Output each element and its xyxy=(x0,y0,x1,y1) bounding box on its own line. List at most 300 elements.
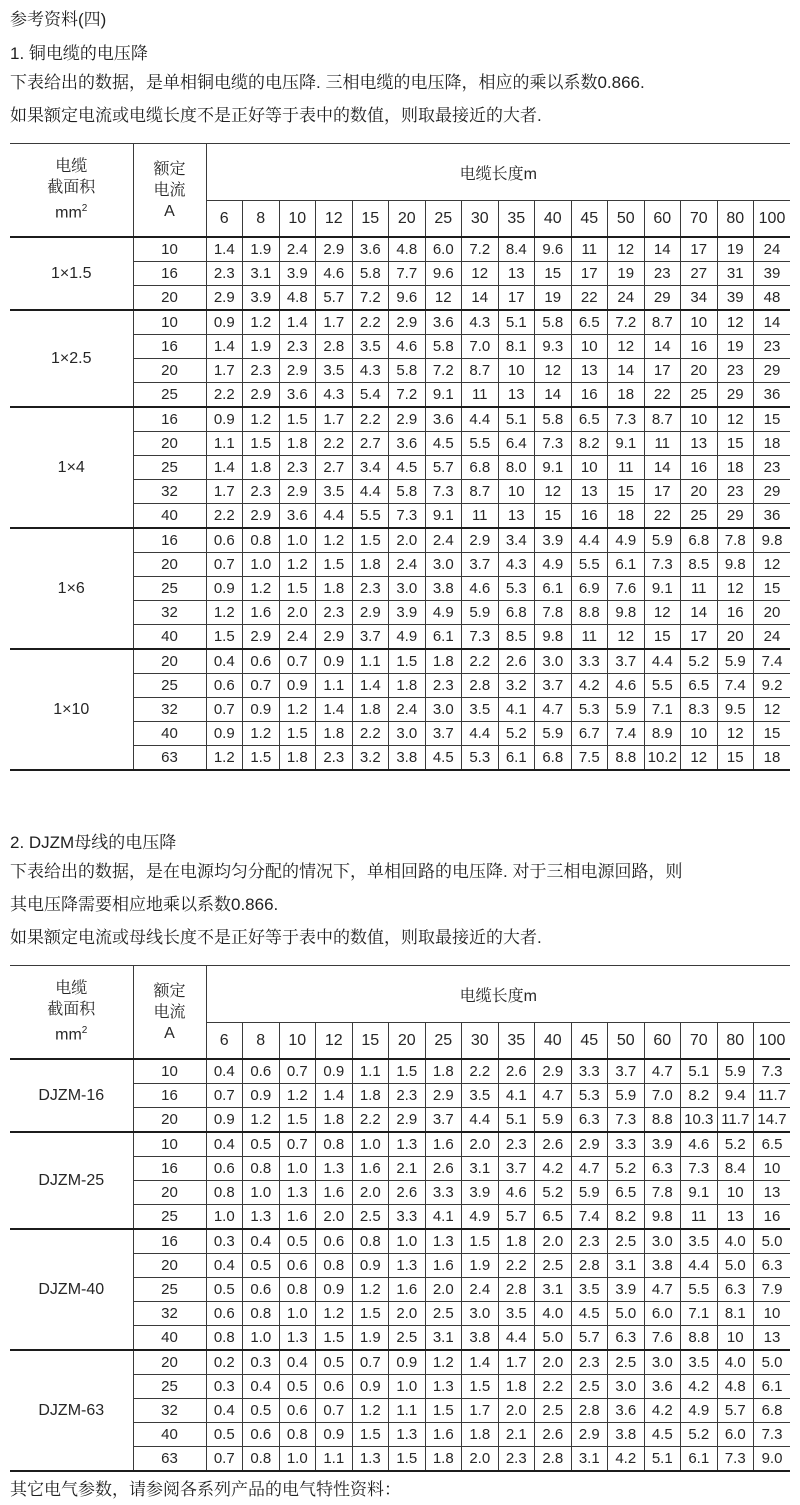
voltage-drop-cell: 11.7 xyxy=(717,1108,754,1133)
voltage-drop-cell: 0.6 xyxy=(206,674,243,698)
voltage-drop-cell: 0.8 xyxy=(206,1181,243,1205)
voltage-drop-cell: 1.3 xyxy=(243,1205,280,1230)
voltage-drop-cell: 2.9 xyxy=(316,625,353,650)
voltage-drop-cell: 1.2 xyxy=(279,553,316,577)
voltage-drop-cell: 8.7 xyxy=(462,359,499,383)
voltage-drop-cell: 2.0 xyxy=(389,528,426,553)
voltage-drop-cell: 6.5 xyxy=(681,674,718,698)
voltage-drop-cell: 1.2 xyxy=(243,407,280,432)
voltage-drop-cell: 2.9 xyxy=(279,359,316,383)
voltage-drop-cell: 2.2 xyxy=(535,1375,572,1399)
voltage-drop-cell: 3.4 xyxy=(352,456,389,480)
voltage-drop-cell: 7.1 xyxy=(681,1302,718,1326)
voltage-drop-cell: 6.3 xyxy=(608,1326,645,1351)
voltage-drop-cell: 3.0 xyxy=(535,649,572,674)
voltage-drop-cell: 3.2 xyxy=(498,674,535,698)
voltage-drop-cell: 3.5 xyxy=(352,335,389,359)
voltage-drop-cell: 5.3 xyxy=(571,698,608,722)
rated-current-cell: 16 xyxy=(133,262,206,286)
copper-cable-voltage-drop-table xyxy=(10,143,790,771)
voltage-drop-cell: 3.1 xyxy=(243,262,280,286)
voltage-drop-cell: 12 xyxy=(462,262,499,286)
djzm-busbar-voltage-drop-table xyxy=(10,965,790,1472)
voltage-drop-cell: 1.6 xyxy=(425,1132,462,1157)
voltage-drop-cell: 1.7 xyxy=(462,1399,499,1423)
voltage-drop-cell: 3.1 xyxy=(571,1447,608,1472)
voltage-drop-cell: 2.0 xyxy=(425,1278,462,1302)
voltage-drop-cell: 4.8 xyxy=(279,286,316,311)
voltage-drop-cell: 1.9 xyxy=(462,1254,499,1278)
voltage-drop-cell: 1.8 xyxy=(352,1084,389,1108)
voltage-drop-cell: 0.8 xyxy=(316,1254,353,1278)
voltage-drop-cell: 2.8 xyxy=(316,335,353,359)
voltage-drop-cell: 5.7 xyxy=(425,456,462,480)
voltage-drop-cell: 2.3 xyxy=(498,1132,535,1157)
voltage-drop-cell: 25 xyxy=(681,504,718,529)
voltage-drop-cell: 1.9 xyxy=(243,335,280,359)
voltage-drop-cell: 36 xyxy=(754,383,791,408)
voltage-drop-cell: 2.0 xyxy=(535,1229,572,1254)
voltage-drop-cell: 0.5 xyxy=(243,1254,280,1278)
voltage-drop-cell: 1.0 xyxy=(243,1326,280,1351)
voltage-drop-cell: 12 xyxy=(717,577,754,601)
voltage-drop-cell: 5.9 xyxy=(535,1108,572,1133)
voltage-drop-cell: 1.1 xyxy=(352,1059,389,1084)
voltage-drop-cell: 4.8 xyxy=(389,237,426,262)
voltage-drop-cell: 1.8 xyxy=(316,722,353,746)
voltage-drop-cell: 1.4 xyxy=(316,698,353,722)
voltage-drop-cell: 29 xyxy=(717,383,754,408)
group-label: 1×4 xyxy=(10,407,133,528)
length-column-header: 45 xyxy=(571,1023,608,1060)
voltage-drop-cell: 17 xyxy=(498,286,535,311)
voltage-drop-cell: 10 xyxy=(754,1302,791,1326)
voltage-drop-cell: 1.5 xyxy=(316,553,353,577)
voltage-drop-cell: 0.5 xyxy=(206,1423,243,1447)
voltage-drop-cell: 12 xyxy=(717,722,754,746)
voltage-drop-cell: 4.6 xyxy=(608,674,645,698)
voltage-drop-cell: 12 xyxy=(717,407,754,432)
voltage-drop-cell: 11 xyxy=(571,625,608,650)
voltage-drop-cell: 9.1 xyxy=(535,456,572,480)
length-column-header: 8 xyxy=(243,201,280,238)
voltage-drop-cell: 4.4 xyxy=(316,504,353,529)
voltage-drop-cell: 0.9 xyxy=(316,1059,353,1084)
voltage-drop-cell: 15 xyxy=(754,407,791,432)
voltage-drop-cell: 1.2 xyxy=(243,722,280,746)
voltage-drop-cell: 1.5 xyxy=(352,1423,389,1447)
voltage-drop-cell: 3.9 xyxy=(279,262,316,286)
voltage-drop-cell: 23 xyxy=(644,262,681,286)
voltage-drop-cell: 15 xyxy=(535,262,572,286)
voltage-drop-cell: 3.7 xyxy=(608,649,645,674)
voltage-drop-cell: 7.3 xyxy=(681,1157,718,1181)
voltage-drop-cell: 7.1 xyxy=(644,698,681,722)
voltage-drop-cell: 3.1 xyxy=(608,1254,645,1278)
voltage-drop-cell: 3.5 xyxy=(316,480,353,504)
voltage-drop-cell: 3.5 xyxy=(462,1084,499,1108)
voltage-drop-cell: 1.9 xyxy=(243,237,280,262)
voltage-drop-cell: 14 xyxy=(644,456,681,480)
voltage-drop-cell: 0.5 xyxy=(316,1350,353,1375)
rated-current-cell: 20 xyxy=(133,286,206,311)
voltage-drop-cell: 1.5 xyxy=(352,528,389,553)
voltage-drop-cell: 22 xyxy=(644,504,681,529)
voltage-drop-cell: 2.0 xyxy=(498,1399,535,1423)
voltage-drop-cell: 3.1 xyxy=(535,1278,572,1302)
rated-current-cell: 32 xyxy=(133,1302,206,1326)
voltage-drop-cell: 3.0 xyxy=(425,698,462,722)
voltage-drop-cell: 4.4 xyxy=(462,407,499,432)
voltage-drop-cell: 19 xyxy=(535,286,572,311)
voltage-drop-cell: 0.9 xyxy=(316,1423,353,1447)
voltage-drop-cell: 1.8 xyxy=(279,746,316,771)
voltage-drop-cell: 1.0 xyxy=(206,1205,243,1230)
voltage-drop-cell: 3.6 xyxy=(425,310,462,335)
voltage-drop-cell: 3.9 xyxy=(608,1278,645,1302)
voltage-drop-cell: 1.6 xyxy=(352,1157,389,1181)
voltage-drop-cell: 4.0 xyxy=(717,1229,754,1254)
voltage-drop-cell: 1.6 xyxy=(425,1423,462,1447)
voltage-drop-cell: 10 xyxy=(498,480,535,504)
voltage-drop-cell: 1.5 xyxy=(352,1302,389,1326)
voltage-drop-cell: 1.0 xyxy=(279,1302,316,1326)
rated-current-cell: 20 xyxy=(133,432,206,456)
voltage-drop-cell: 15 xyxy=(754,577,791,601)
voltage-drop-cell: 39 xyxy=(717,286,754,311)
voltage-drop-cell: 2.2 xyxy=(206,383,243,408)
voltage-drop-cell: 1.8 xyxy=(352,698,389,722)
voltage-drop-cell: 4.3 xyxy=(316,383,353,408)
voltage-drop-cell: 12 xyxy=(425,286,462,311)
voltage-drop-cell: 2.6 xyxy=(535,1132,572,1157)
voltage-drop-cell: 0.6 xyxy=(279,1399,316,1423)
voltage-drop-cell: 1.8 xyxy=(316,1108,353,1133)
voltage-drop-cell: 5.0 xyxy=(754,1229,791,1254)
voltage-drop-cell: 4.5 xyxy=(425,746,462,771)
voltage-drop-cell: 3.9 xyxy=(644,1132,681,1157)
voltage-drop-cell: 1.6 xyxy=(316,1181,353,1205)
voltage-drop-cell: 1.8 xyxy=(425,649,462,674)
voltage-drop-cell: 1.0 xyxy=(243,553,280,577)
voltage-drop-cell: 7.8 xyxy=(644,1181,681,1205)
voltage-drop-cell: 3.7 xyxy=(425,1108,462,1133)
voltage-drop-cell: 1.4 xyxy=(352,674,389,698)
voltage-drop-cell: 3.3 xyxy=(571,1059,608,1084)
voltage-drop-cell: 2.7 xyxy=(316,456,353,480)
voltage-drop-cell: 7.7 xyxy=(389,262,426,286)
voltage-drop-cell: 7.6 xyxy=(644,1326,681,1351)
voltage-drop-cell: 4.0 xyxy=(535,1302,572,1326)
voltage-drop-cell: 24 xyxy=(754,625,791,650)
voltage-drop-cell: 1.6 xyxy=(243,601,280,625)
voltage-drop-cell: 0.3 xyxy=(243,1350,280,1375)
voltage-drop-cell: 3.8 xyxy=(644,1254,681,1278)
voltage-drop-cell: 16 xyxy=(754,1205,791,1230)
voltage-drop-cell: 4.1 xyxy=(425,1205,462,1230)
rated-current-cell: 25 xyxy=(133,456,206,480)
voltage-drop-cell: 18 xyxy=(608,504,645,529)
voltage-drop-cell: 2.2 xyxy=(462,649,499,674)
voltage-drop-cell: 2.7 xyxy=(352,432,389,456)
group-label: DJZM-25 xyxy=(10,1132,133,1229)
voltage-drop-cell: 2.5 xyxy=(425,1302,462,1326)
voltage-drop-cell: 0.7 xyxy=(206,698,243,722)
voltage-drop-cell: 1.3 xyxy=(389,1254,426,1278)
voltage-drop-cell: 1.2 xyxy=(279,698,316,722)
voltage-drop-cell: 5.2 xyxy=(608,1157,645,1181)
voltage-drop-cell: 10 xyxy=(571,335,608,359)
voltage-drop-cell: 4.5 xyxy=(425,432,462,456)
voltage-drop-cell: 4.3 xyxy=(352,359,389,383)
voltage-drop-cell: 13 xyxy=(754,1326,791,1351)
voltage-drop-cell: 17 xyxy=(681,237,718,262)
voltage-drop-cell: 9.1 xyxy=(681,1181,718,1205)
voltage-drop-cell: 1.6 xyxy=(389,1278,426,1302)
voltage-drop-cell: 0.6 xyxy=(316,1375,353,1399)
voltage-drop-cell: 2.2 xyxy=(316,432,353,456)
voltage-drop-cell: 8.7 xyxy=(462,480,499,504)
voltage-drop-cell: 3.0 xyxy=(425,553,462,577)
rated-current-cell: 32 xyxy=(133,480,206,504)
voltage-drop-cell: 2.9 xyxy=(389,407,426,432)
voltage-drop-cell: 2.3 xyxy=(316,601,353,625)
voltage-drop-cell: 5.3 xyxy=(571,1084,608,1108)
voltage-drop-cell: 0.7 xyxy=(243,674,280,698)
voltage-drop-cell: 5.0 xyxy=(754,1350,791,1375)
voltage-drop-cell: 2.4 xyxy=(279,237,316,262)
length-column-header: 40 xyxy=(535,201,572,238)
voltage-drop-cell: 0.7 xyxy=(206,553,243,577)
voltage-drop-cell: 3.8 xyxy=(389,746,426,771)
voltage-drop-cell: 6.8 xyxy=(462,456,499,480)
voltage-drop-cell: 4.6 xyxy=(462,577,499,601)
voltage-drop-cell: 7.2 xyxy=(608,310,645,335)
voltage-drop-cell: 23 xyxy=(754,335,791,359)
voltage-drop-cell: 12 xyxy=(644,601,681,625)
voltage-drop-cell: 0.7 xyxy=(279,1132,316,1157)
voltage-drop-cell: 3.4 xyxy=(498,528,535,553)
voltage-drop-cell: 2.8 xyxy=(462,674,499,698)
rated-current-cell: 20 xyxy=(133,1181,206,1205)
voltage-drop-cell: 5.3 xyxy=(498,577,535,601)
section-2-heading: 2. DJZM母线的电压降 xyxy=(10,833,177,852)
length-column-header: 35 xyxy=(498,1023,535,1060)
voltage-drop-cell: 2.2 xyxy=(206,504,243,529)
voltage-drop-cell: 8.7 xyxy=(644,310,681,335)
voltage-drop-cell: 4.6 xyxy=(681,1132,718,1157)
voltage-drop-cell: 9.8 xyxy=(754,528,791,553)
voltage-drop-cell: 14 xyxy=(681,601,718,625)
voltage-drop-cell: 19 xyxy=(717,335,754,359)
voltage-drop-cell: 3.6 xyxy=(352,237,389,262)
section-2-paragraph-line: 如果额定电流或母线长度不是正好等于表中的数值，则取最接近的大者. xyxy=(10,928,542,947)
voltage-drop-cell: 5.1 xyxy=(498,407,535,432)
voltage-drop-cell: 7.4 xyxy=(571,1205,608,1230)
voltage-drop-cell: 5.9 xyxy=(571,1181,608,1205)
voltage-drop-cell: 8.5 xyxy=(681,553,718,577)
voltage-drop-cell: 5.3 xyxy=(462,746,499,771)
voltage-drop-cell: 1.8 xyxy=(389,674,426,698)
voltage-drop-cell: 4.2 xyxy=(608,1447,645,1472)
voltage-drop-cell: 5.9 xyxy=(717,1059,754,1084)
voltage-drop-cell: 9.1 xyxy=(425,504,462,529)
length-column-header: 25 xyxy=(425,1023,462,1060)
length-column-header: 70 xyxy=(681,201,718,238)
voltage-drop-cell: 4.1 xyxy=(498,698,535,722)
voltage-drop-cell: 3.7 xyxy=(462,553,499,577)
voltage-drop-cell: 7.3 xyxy=(462,625,499,650)
voltage-drop-cell: 2.4 xyxy=(389,698,426,722)
voltage-drop-cell: 22 xyxy=(644,383,681,408)
voltage-drop-cell: 5.5 xyxy=(571,553,608,577)
rated-current-cell: 40 xyxy=(133,722,206,746)
voltage-drop-cell: 0.4 xyxy=(206,649,243,674)
voltage-drop-cell: 7.2 xyxy=(352,286,389,311)
voltage-drop-cell: 3.3 xyxy=(389,1205,426,1230)
voltage-drop-cell: 9.8 xyxy=(535,625,572,650)
voltage-drop-cell: 1.8 xyxy=(316,577,353,601)
voltage-drop-cell: 0.4 xyxy=(206,1132,243,1157)
voltage-drop-cell: 5.1 xyxy=(498,1108,535,1133)
voltage-drop-cell: 3.7 xyxy=(352,625,389,650)
voltage-drop-cell: 0.8 xyxy=(243,1302,280,1326)
voltage-drop-cell: 1.7 xyxy=(206,480,243,504)
voltage-drop-cell: 6.3 xyxy=(717,1278,754,1302)
voltage-drop-cell: 5.5 xyxy=(352,504,389,529)
length-column-header: 8 xyxy=(243,1023,280,1060)
rated-current-cell: 32 xyxy=(133,1399,206,1423)
column-header-rated-current: 额定 电流 A xyxy=(133,966,206,1060)
voltage-drop-cell: 2.2 xyxy=(462,1059,499,1084)
voltage-drop-cell: 0.9 xyxy=(316,649,353,674)
voltage-drop-cell: 11.7 xyxy=(754,1084,791,1108)
voltage-drop-cell: 16 xyxy=(571,383,608,408)
section-2-paragraph-line: 其电压降需要相应地乘以系数0.866. xyxy=(10,895,279,914)
voltage-drop-cell: 2.0 xyxy=(279,601,316,625)
table-row xyxy=(10,407,790,432)
rated-current-cell: 20 xyxy=(133,1108,206,1133)
voltage-drop-cell: 1.2 xyxy=(352,1278,389,1302)
voltage-drop-cell: 1.6 xyxy=(279,1205,316,1230)
voltage-drop-cell: 3.7 xyxy=(608,1059,645,1084)
voltage-drop-cell: 0.9 xyxy=(206,722,243,746)
voltage-drop-cell: 17 xyxy=(644,480,681,504)
voltage-drop-cell: 0.6 xyxy=(243,1278,280,1302)
voltage-drop-cell: 9.8 xyxy=(608,601,645,625)
voltage-drop-cell: 1.7 xyxy=(316,407,353,432)
voltage-drop-cell: 1.2 xyxy=(206,601,243,625)
voltage-drop-cell: 5.2 xyxy=(498,722,535,746)
voltage-drop-cell: 5.2 xyxy=(717,1132,754,1157)
voltage-drop-cell: 3.5 xyxy=(571,1278,608,1302)
voltage-drop-cell: 6.8 xyxy=(754,1399,791,1423)
voltage-drop-cell: 1.1 xyxy=(206,432,243,456)
voltage-drop-cell: 2.6 xyxy=(498,1059,535,1084)
voltage-drop-cell: 9.4 xyxy=(717,1084,754,1108)
rated-current-cell: 25 xyxy=(133,1375,206,1399)
voltage-drop-cell: 5.5 xyxy=(644,674,681,698)
voltage-drop-cell: 5.1 xyxy=(681,1059,718,1084)
group-label: 1×1.5 xyxy=(10,237,133,310)
voltage-drop-cell: 1.2 xyxy=(425,1350,462,1375)
voltage-drop-cell: 8.2 xyxy=(571,432,608,456)
voltage-drop-cell: 2.9 xyxy=(571,1423,608,1447)
voltage-drop-cell: 5.4 xyxy=(352,383,389,408)
voltage-drop-cell: 8.3 xyxy=(681,698,718,722)
voltage-drop-cell: 4.5 xyxy=(571,1302,608,1326)
voltage-drop-cell: 0.6 xyxy=(206,1302,243,1326)
voltage-drop-cell: 4.4 xyxy=(644,649,681,674)
voltage-drop-cell: 2.5 xyxy=(389,1326,426,1351)
voltage-drop-cell: 1.8 xyxy=(425,1447,462,1472)
length-column-header: 50 xyxy=(608,1023,645,1060)
voltage-drop-cell: 10 xyxy=(498,359,535,383)
voltage-drop-cell: 12 xyxy=(754,553,791,577)
voltage-drop-cell: 9.8 xyxy=(717,553,754,577)
table-header-row-top xyxy=(10,966,790,1023)
voltage-drop-cell: 4.2 xyxy=(535,1157,572,1181)
voltage-drop-cell: 17 xyxy=(571,262,608,286)
voltage-drop-cell: 1.3 xyxy=(352,1447,389,1472)
voltage-drop-cell: 8.5 xyxy=(498,625,535,650)
voltage-drop-cell: 6.5 xyxy=(535,1205,572,1230)
voltage-drop-cell: 13 xyxy=(498,262,535,286)
voltage-drop-cell: 4.9 xyxy=(608,528,645,553)
voltage-drop-cell: 1.3 xyxy=(316,1157,353,1181)
rated-current-cell: 20 xyxy=(133,359,206,383)
length-column-header: 30 xyxy=(462,201,499,238)
voltage-drop-cell: 3.6 xyxy=(608,1399,645,1423)
voltage-drop-cell: 14 xyxy=(608,359,645,383)
voltage-drop-cell: 7.2 xyxy=(425,359,462,383)
voltage-drop-cell: 2.9 xyxy=(535,1059,572,1084)
voltage-drop-cell: 36 xyxy=(754,504,791,529)
voltage-drop-cell: 3.5 xyxy=(462,698,499,722)
voltage-drop-cell: 6.8 xyxy=(535,746,572,771)
voltage-drop-cell: 2.2 xyxy=(352,407,389,432)
voltage-drop-cell: 1.7 xyxy=(316,310,353,335)
voltage-drop-cell: 13 xyxy=(717,1205,754,1230)
voltage-drop-cell: 5.8 xyxy=(535,310,572,335)
voltage-drop-cell: 2.9 xyxy=(462,528,499,553)
voltage-drop-cell: 27 xyxy=(681,262,718,286)
voltage-drop-cell: 2.9 xyxy=(243,625,280,650)
length-column-header: 80 xyxy=(717,201,754,238)
voltage-drop-cell: 1.2 xyxy=(206,746,243,771)
voltage-drop-cell: 9.6 xyxy=(425,262,462,286)
voltage-drop-cell: 4.5 xyxy=(389,456,426,480)
voltage-drop-cell: 8.4 xyxy=(498,237,535,262)
voltage-drop-cell: 9.1 xyxy=(608,432,645,456)
voltage-drop-cell: 1.5 xyxy=(425,1399,462,1423)
voltage-drop-cell: 0.5 xyxy=(243,1132,280,1157)
length-column-header: 10 xyxy=(279,1023,316,1060)
voltage-drop-cell: 12 xyxy=(608,335,645,359)
rated-current-cell: 32 xyxy=(133,601,206,625)
voltage-drop-cell: 9.1 xyxy=(644,577,681,601)
voltage-drop-cell: 0.4 xyxy=(206,1059,243,1084)
voltage-drop-cell: 8.8 xyxy=(571,601,608,625)
voltage-drop-cell: 1.0 xyxy=(279,1157,316,1181)
voltage-drop-cell: 15 xyxy=(754,722,791,746)
voltage-drop-cell: 11 xyxy=(681,577,718,601)
voltage-drop-cell: 2.6 xyxy=(498,649,535,674)
voltage-drop-cell: 5.1 xyxy=(498,310,535,335)
voltage-drop-cell: 4.7 xyxy=(535,1084,572,1108)
voltage-drop-cell: 2.8 xyxy=(535,1447,572,1472)
voltage-drop-cell: 7.6 xyxy=(608,577,645,601)
